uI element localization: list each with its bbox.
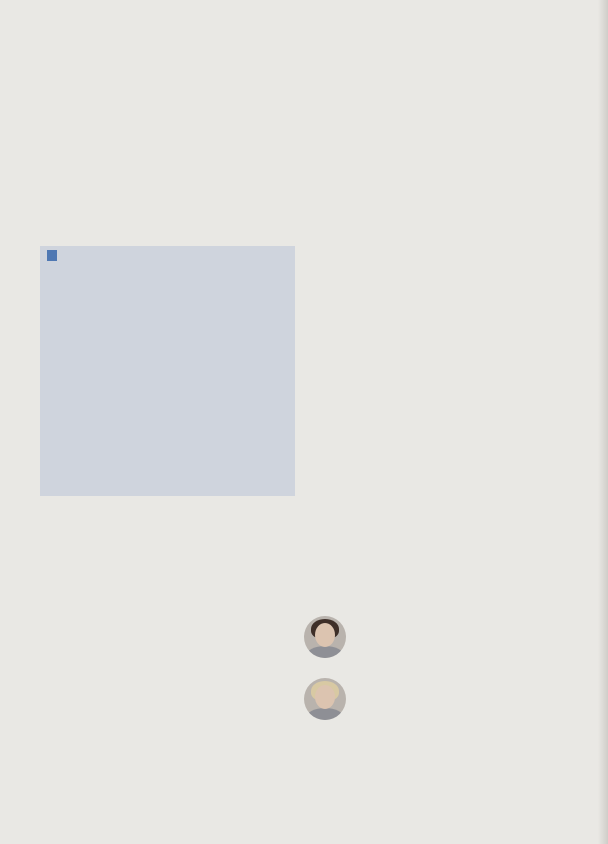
avatar-face bbox=[315, 685, 335, 709]
page-edge-shadow bbox=[598, 0, 608, 844]
practice-example-box bbox=[40, 246, 295, 496]
avatar-shoulders bbox=[306, 646, 344, 658]
avatar bbox=[304, 616, 346, 658]
right-column bbox=[304, 60, 564, 70]
lower-left-section bbox=[44, 518, 306, 526]
author-card bbox=[304, 616, 564, 672]
avatar-face bbox=[315, 623, 335, 647]
avatar bbox=[304, 678, 346, 720]
literature-section bbox=[304, 474, 564, 476]
avatar-shoulders bbox=[306, 708, 344, 720]
author-info bbox=[354, 620, 564, 622]
author-info bbox=[354, 682, 564, 684]
author-card bbox=[304, 678, 564, 734]
practice-example-tag bbox=[47, 250, 57, 261]
